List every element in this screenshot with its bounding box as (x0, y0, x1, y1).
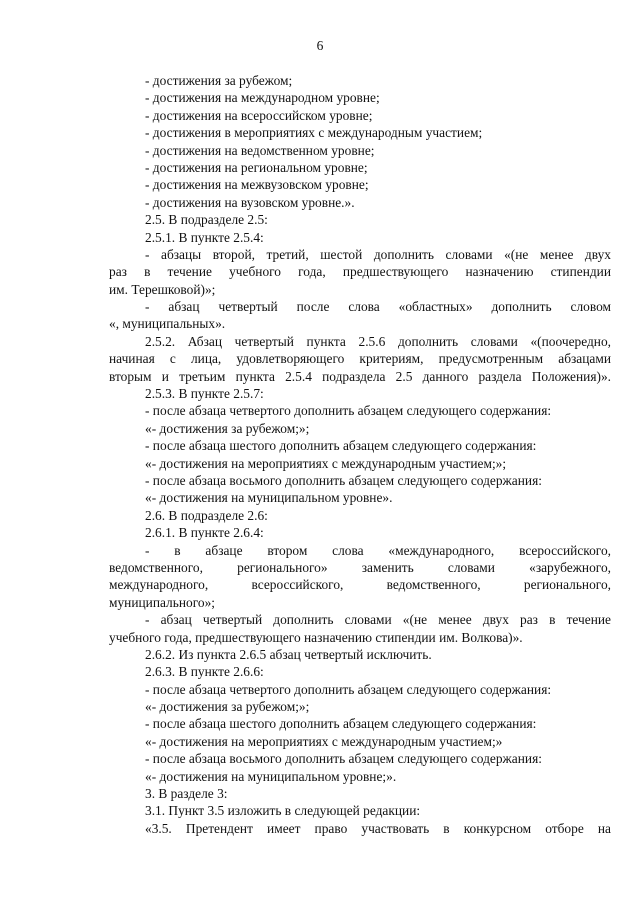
text-line: - после абзаца шестого дополнить абзацем следующего содержания: (145, 438, 537, 454)
text-line: международного, всероссийского, ведомственного, регионального, (109, 577, 611, 593)
text-line: - достижения за рубежом; (145, 73, 293, 88)
text-line: - после абзаца восьмого дополнить абзацем следующего содержания: (145, 751, 542, 767)
text-line: начиная с лица, удовлетворяющего критериям, предусмотренным абзацами (109, 351, 611, 367)
text-line: 2.5.1. В пункте 2.5.4: (145, 229, 264, 245)
text-line: 3. В разделе 3: (145, 786, 228, 802)
body-text (109, 72, 611, 837)
text-line: 2.5.3. В пункте 2.5.7: (145, 386, 264, 402)
text-line: - достижения на всероссийском уровне; (145, 107, 373, 123)
text-line: раз в течение учебного года, предшествующего назначению стипендии (109, 264, 611, 280)
text-line: 2.6.2. Из пункта 2.6.5 абзац четвертый исключить. (145, 646, 432, 662)
text-line: - достижения на межвузовском уровне; (145, 177, 369, 193)
text-line: «- достижения за рубежом;»; (145, 699, 310, 715)
text-line: - достижения на международном уровне; (145, 90, 380, 106)
text-line: «- достижения на мероприятиях с международным участием;» (145, 733, 503, 749)
text-line: 2.5. В подразделе 2.5: (145, 212, 268, 228)
text-line: им. Терешковой)»; (109, 281, 216, 297)
text-line: - после абзаца восьмого дополнить абзацем следующего содержания: (145, 472, 542, 488)
page-number: 6 (316, 38, 324, 53)
text-line: 2.6.3. В пункте 2.6.6: (145, 664, 264, 680)
text-line: 2.6. В подразделе 2.6: (145, 507, 268, 523)
text-line: «- достижения на мероприятиях с международным участием;»; (145, 455, 507, 471)
text-line: - достижения на вузовском уровне.». (145, 194, 355, 210)
text-line: 3.1. Пункт 3.5 изложить в следующей редакции: (145, 803, 421, 819)
text-line: «, муниципальных». (109, 316, 226, 332)
text-line: ведомственного, регионального» заменить словами «зарубежного, (109, 559, 611, 575)
text-line: - после абзаца шестого дополнить абзацем следующего содержания: (145, 716, 537, 732)
text-line: - после абзаца четвертого дополнить абзацем следующего содержания: (145, 681, 552, 697)
text-line: - достижения в мероприятиях с международным участием; (145, 125, 483, 141)
text-line: 2.6.1. В пункте 2.6.4: (145, 525, 264, 541)
text-line: - после абзаца четвертого дополнить абзацем следующего содержания: (145, 403, 552, 419)
text-line: учебного года, предшествующего назначению стипендии им. Волкова)». (109, 629, 523, 645)
text-line: муниципального»; (109, 594, 215, 610)
text-line: «- достижения на муниципальном уровне». (145, 490, 393, 506)
text-line: «- достижения за рубежом;»; (145, 420, 310, 436)
text-line: вторым и третьим пункта 2.5.4 подраздела 2.5 данного раздела Положения)». (109, 368, 611, 384)
text-line: - абзац четвертый после слова «областных» дополнить словом (145, 299, 611, 315)
text-line: 2.5.2. Абзац четвертый пункта 2.5.6 дополнить словами «(поочередно, (145, 333, 611, 349)
text-line: - абзацы второй, третий, шестой дополнить словами «(не менее двух (145, 246, 611, 262)
text-line: - в абзаце втором слова «международного, всероссийского, (145, 542, 611, 558)
text-line: - достижения на региональном уровне; (145, 159, 368, 175)
text-line: «3.5. Претендент имеет право участвовать в конкурсном отборе на (145, 820, 611, 836)
text-line: «- достижения на муниципальном уровне;». (145, 768, 397, 784)
text-line: - абзац четвертый дополнить словами «(не менее двух раз в течение (145, 612, 611, 628)
text-line: - достижения на ведомственном уровне; (145, 142, 375, 158)
